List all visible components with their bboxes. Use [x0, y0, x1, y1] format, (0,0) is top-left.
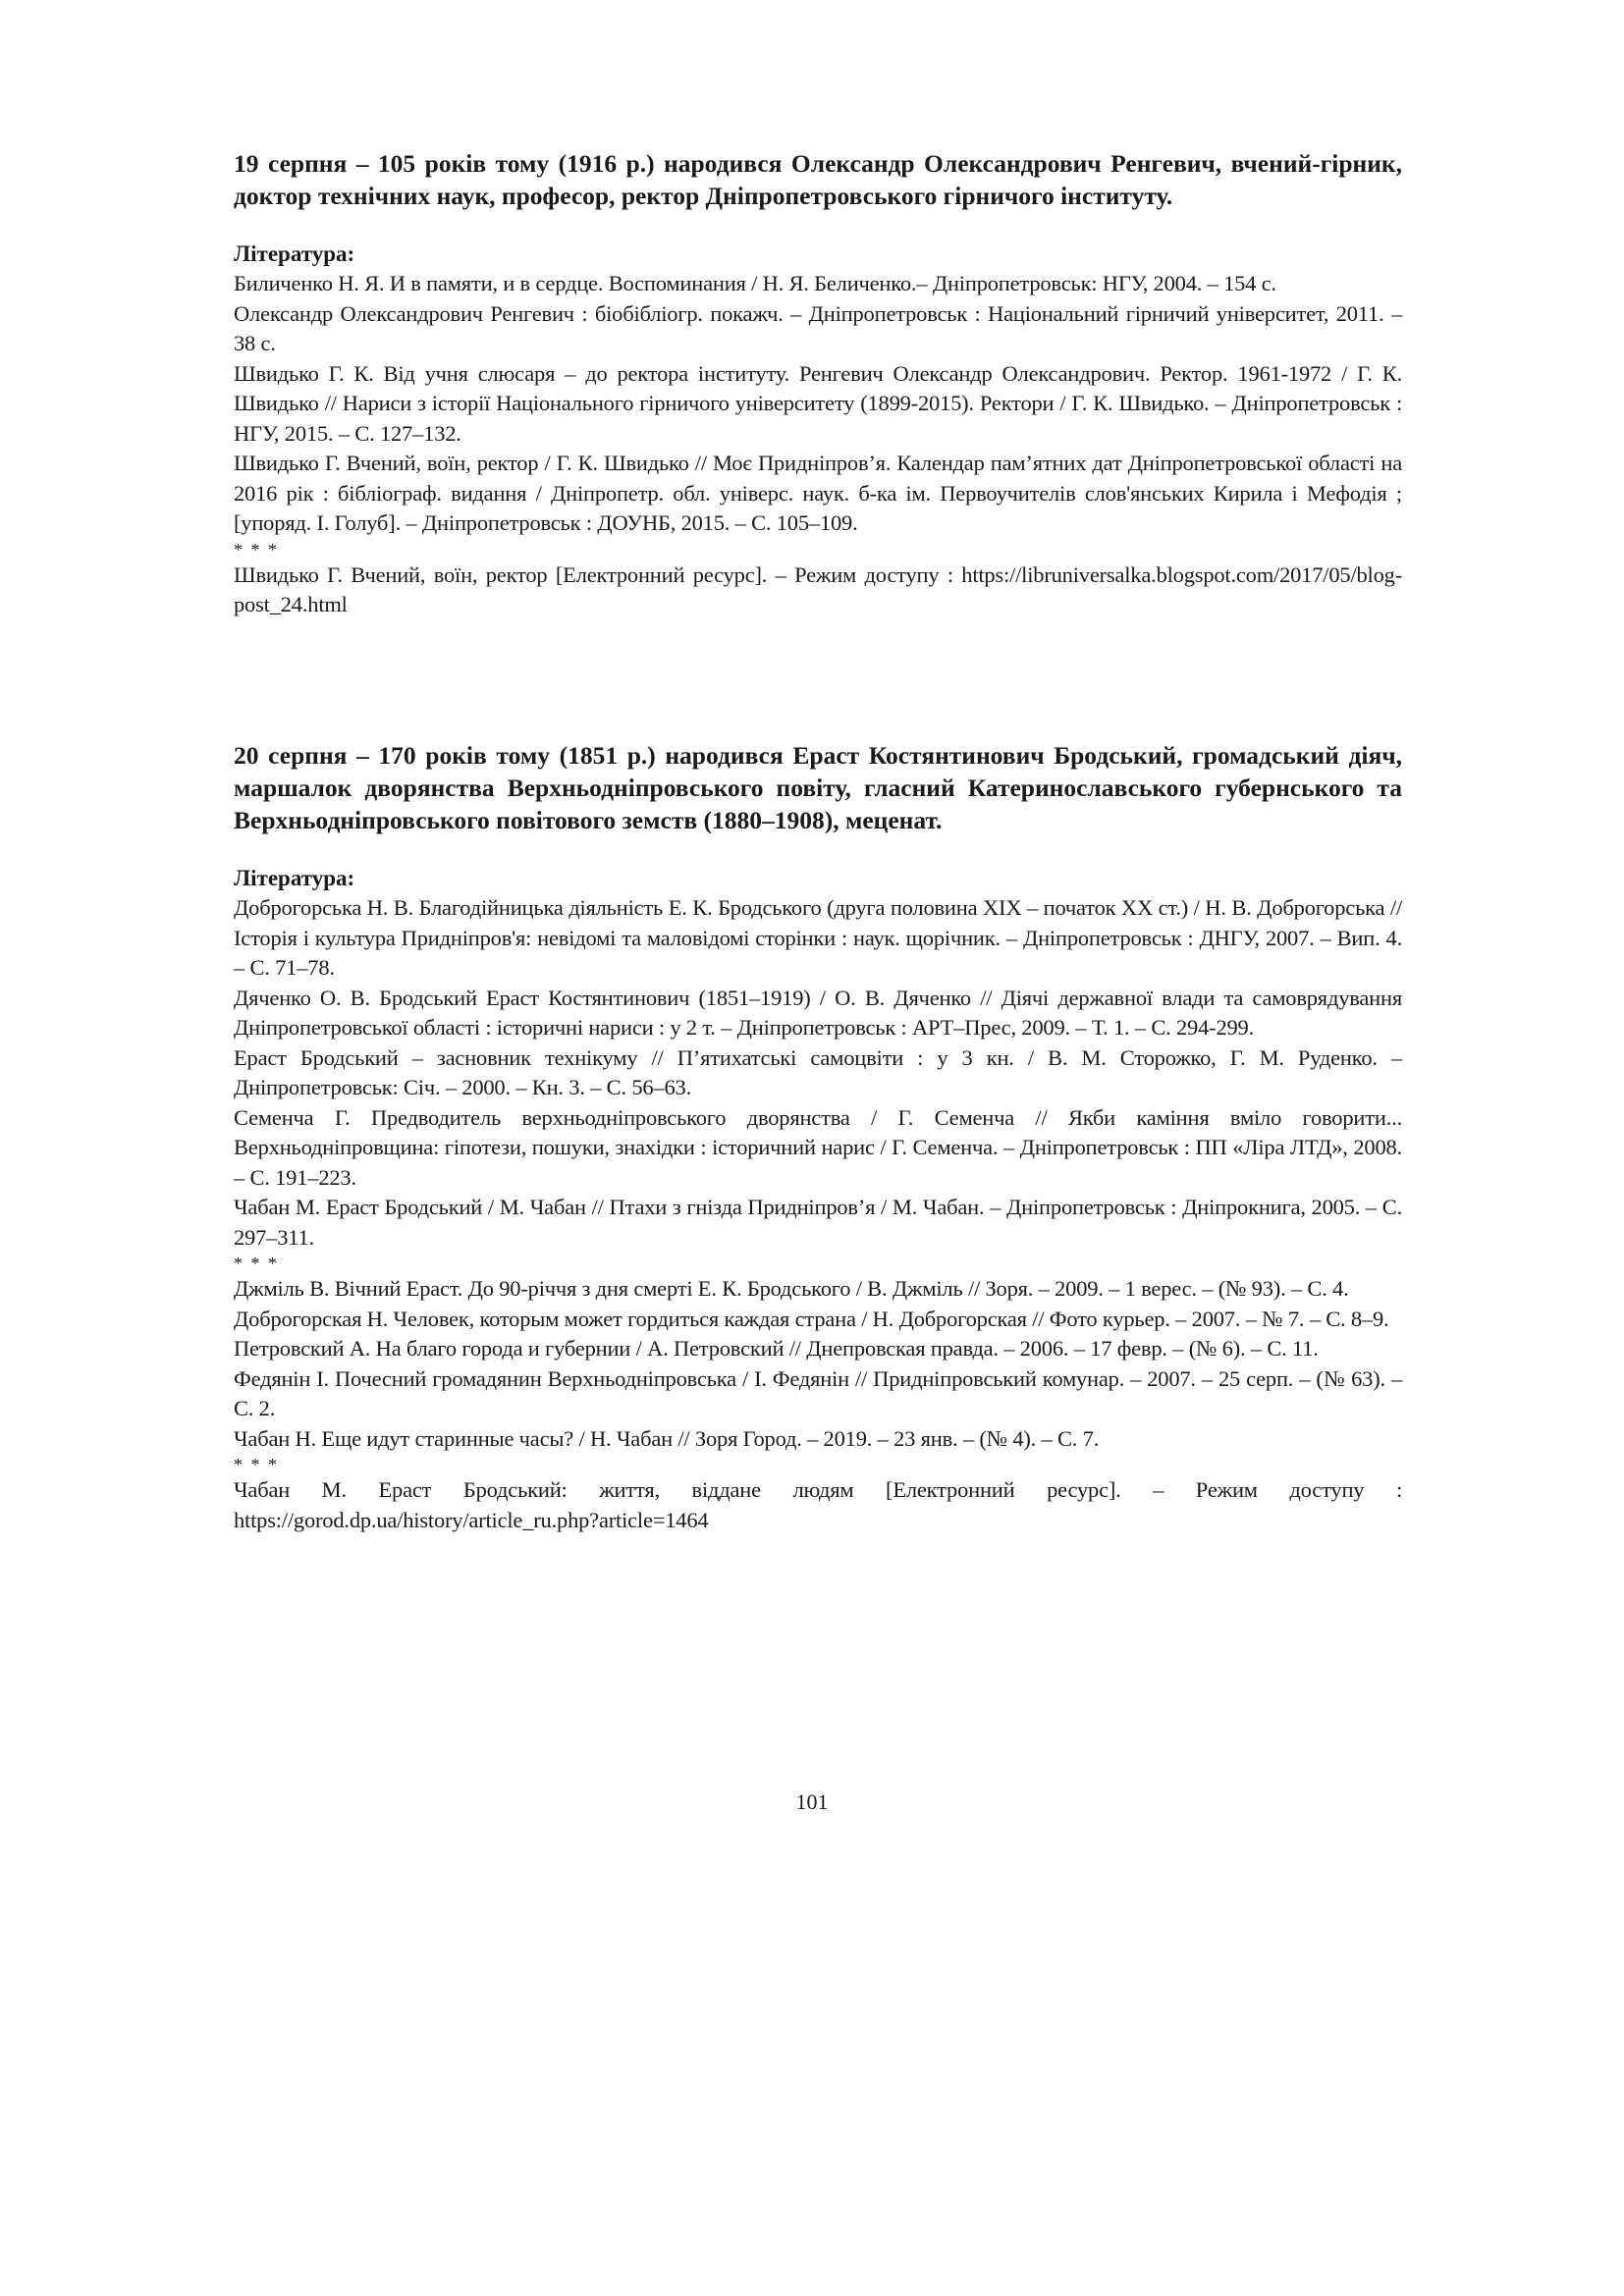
- entry-heading: 20 серпня – 170 років тому (1851 р.) народився Ераст Костянтинович Бродський, громадський діяч, маршалок дворянства Верхньодніпровського повіту, гласний Катеринославського губернського та Верхньодніпровського повітового земств (1880–1908), меценат.: [234, 741, 1402, 834]
- reference-item: Ераст Бродський – засновник технікуму // П’ятихатські самоцвіти : у 3 кн. / В. М. Сторожко, Г. М. Руденко. – Дніпропетровськ: Січ. – 2000. – Кн. 3. – С. 56–63.: [234, 1044, 1402, 1099]
- reference-item: Доброгорская Н. Человек, которым может гордиться каждая страна / Н. Доброгорская // Фото курьер. – 2007. – № 7. – С. 8–9.: [234, 1306, 1389, 1331]
- reference-item: Джміль В. Вічний Ераст. До 90-річчя з дня смерті Е. К. Бродського / В. Джміль // Зоря. – 2009. – 1 верес. – (№ 93). – С. 4.: [234, 1276, 1349, 1301]
- reference-item: Швидько Г. Вчений, воїн, ректор / Г. К. Швидько // Моє Придніпров’я. Календар пам’ятних дат Дніпропетровської області на 2016 рік : бібліограф. видання / Дніпропетр. обл. універс. наук. б-ка ім. Первоучителів слов'янських Кирила і Мефодія ; [упоряд. І. Голуб]. – Дніпропетровськ : ДОУНБ, 2015. – С. 105–109.: [234, 451, 1402, 535]
- calendar-entry: [234, 739, 1402, 1535]
- calendar-entry: [234, 147, 1402, 620]
- literature-label: Література:: [234, 866, 355, 890]
- reference-item: Доброгорська Н. В. Благодійницька діяльність Е. К. Бродського (друга половина XIX – початок XX ст.) / Н. В. Доброгорська // Історія і культура Придніпров'я: невідомі та маловідомі сторінки : наук. щорічник. – Дніпропетровськ : ДНГУ, 2007. – Вип. 4. – С. 71–78.: [234, 895, 1402, 980]
- reference-separator: * * *: [234, 1254, 279, 1273]
- literature-label: Література:: [234, 241, 355, 266]
- entry-heading: 19 серпня – 105 років тому (1916 р.) народився Олександр Олександрович Ренгевич, вчений-гірник, доктор технічних наук, професор, ректор Дніпропетровського гірничого інституту.: [234, 149, 1402, 210]
- reference-separator: * * *: [234, 539, 279, 560]
- reference-item: Олександр Олександрович Ренгевич : біобібліогр. покажч. – Дніпропетровськ : Національний гірничий університет, 2011. – 38 с.: [234, 300, 1402, 355]
- reference-list: [234, 269, 1402, 539]
- reference-item: Швидько Г. К. Від учня слюсаря – до ректора інституту. Ренгевич Олександр Олександрович. Ректор. 1961-1972 / Г. К. Швидько // Нариси з історії Національного гірничого університету (1899-2015). Ректори / Г. К. Швидько. – Дніпропетровськ : НГУ, 2015. – С. 127–132.: [234, 360, 1402, 446]
- online-reference-list: [234, 1475, 1402, 1535]
- reference-item: Семенча Г. Предводитель верхньодніпровського дворянства / Г. Семенча // Якби каміння вміло говорити... Верхньодніпровщина: гіпотези, пошуки, знахідки : історичний нарис / Г. Семенча. – Дніпропетровськ : ПП «Ліра ЛТД», 2008. – С. 191–223.: [234, 1104, 1402, 1190]
- reference-item: Дяченко О. В. Бродський Ераст Костянтинович (1851–1919) / О. В. Дяченко // Діячі державної влади та самоврядування Дніпропетровської області : історичні нариси : у 2 т. – Дніпропетровськ : АРТ–Прес, 2009. – Т. 1. – С. 294-299.: [234, 985, 1402, 1040]
- reference-item: Петровский А. На благо города и губернии / А. Петровский // Днепровская правда. – 2006. – 17 февр. – (№ 6). – С. 11.: [234, 1336, 1319, 1361]
- online-reference-item: Чабан М. Ераст Бродський: життя, віддане людям [Електронний ресурс]. – Режим доступу : https://gorod.dp.ua/history/article_ru.php?article=1464: [234, 1477, 1402, 1532]
- reference-item: Чабан М. Ераст Бродський / М. Чабан // Птахи з гнізда Придніпров’я / М. Чабан. – Дніпропетровськ : Дніпрокнига, 2005. – С. 297–311.: [234, 1195, 1402, 1250]
- reference-item: Чабан Н. Еще идут старинные часы? / Н. Чабан // Зоря Город. – 2019. – 23 янв. – (№ 4). – С. 7.: [234, 1425, 1100, 1451]
- online-reference-list: [234, 561, 1402, 620]
- reference-list: [234, 1274, 1402, 1454]
- reference-list: [234, 893, 1402, 1253]
- online-reference-item: Швидько Г. Вчений, воїн, ректор [Електронний ресурс]. – Режим доступу : https://libruniversalka.blogspot.com/2017/05/blog-post_24.html: [234, 561, 1402, 616]
- reference-item: Биличенко Н. Я. И в памяти, и в сердце. Воспоминания / Н. Я. Беличенко.– Дніпропетровськ: НГУ, 2004. – 154 с.: [234, 271, 1276, 295]
- page-number: 101: [795, 1789, 829, 1814]
- reference-separator: * * *: [234, 1455, 279, 1474]
- reference-item: Федянін І. Почесний громадянин Верхньодніпровська / І. Федянін // Придніпровський комунар. – 2007. – 25 серп. – (№ 63). – С. 2.: [234, 1365, 1402, 1420]
